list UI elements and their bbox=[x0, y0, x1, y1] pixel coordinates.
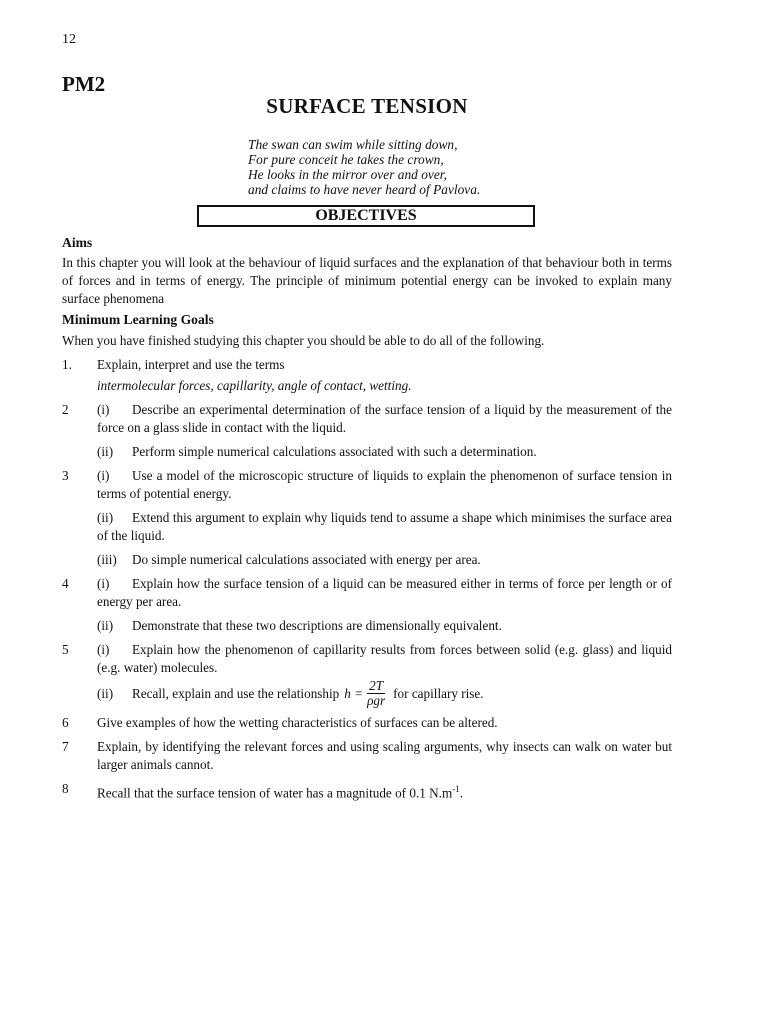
item-text-end: . bbox=[459, 785, 464, 801]
item-number: 7 bbox=[62, 739, 69, 754]
sub-label: (ii) bbox=[97, 685, 114, 701]
item-number: 5 bbox=[62, 642, 69, 657]
item-number: 4 bbox=[62, 576, 69, 591]
epigraph-poem bbox=[248, 137, 480, 197]
goal-item-5 bbox=[62, 641, 672, 708]
sub-item bbox=[97, 467, 672, 503]
item-number: 6 bbox=[62, 715, 69, 730]
sub-text: Describe an experimental determination of the surface tension of a liquid by the measurement of the force on a glass slide in contact with the liquid. bbox=[97, 402, 672, 435]
aims-heading: Aims bbox=[62, 235, 93, 250]
sub-text: Extend this argument to explain why liquids tend to assume a shape which minimises the surface area of the liquid. bbox=[97, 510, 672, 543]
sub-label: (ii) bbox=[97, 618, 114, 633]
goal-item-7 bbox=[62, 738, 672, 774]
terms-list: intermolecular forces, capillarity, angle of contact, wetting. bbox=[97, 378, 412, 393]
sub-item bbox=[97, 575, 672, 611]
sub-label: (ii) bbox=[97, 510, 114, 525]
chapter-code: PM2 bbox=[62, 72, 106, 96]
sub-label: (iii) bbox=[97, 552, 117, 567]
sub-label: (i) bbox=[97, 576, 110, 591]
poem-line: The swan can swim while sitting down, bbox=[248, 137, 458, 152]
sub-item bbox=[97, 617, 672, 635]
sub-text: Demonstrate that these two descriptions are dimensionally equivalent. bbox=[132, 618, 502, 633]
sub-text: Perform simple numerical calculations associated with such a determination. bbox=[132, 444, 537, 459]
sub-label: (ii) bbox=[97, 444, 114, 459]
goal-item-1 bbox=[62, 356, 672, 395]
formula-denominator: ρgr bbox=[367, 693, 386, 708]
page-number: 12 bbox=[62, 32, 76, 47]
item-number: 2 bbox=[62, 402, 69, 417]
aims-text: In this chapter you will look at the behaviour of liquid surfaces and the explanation of that behaviour both in terms of forces and in terms of energy. The principle of minimum potential energy can be invoked to explain many surface phenomena bbox=[62, 255, 672, 306]
goals-heading: Minimum Learning Goals bbox=[62, 312, 214, 327]
poem-line: He looks in the mirror over and over, bbox=[248, 167, 447, 182]
goals-intro: When you have finished studying this chapter you should be able to do all of the following. bbox=[62, 333, 545, 348]
sub-label: (i) bbox=[97, 468, 110, 483]
sub-item bbox=[97, 551, 672, 569]
item-text: Give examples of how the wetting characteristics of surfaces can be altered. bbox=[97, 715, 498, 730]
goal-item-8 bbox=[62, 780, 672, 802]
chapter-title: SURFACE TENSION bbox=[266, 94, 468, 118]
sub-text: Use a model of the microscopic structure of liquids to explain the phenomenon of surface tension in terms of potential energy. bbox=[97, 468, 672, 501]
item-number: 8 bbox=[62, 781, 69, 796]
poem-line: For pure conceit he takes the crown, bbox=[248, 152, 444, 167]
item-text: Explain, by identifying the relevant forces and using scaling arguments, why insects can walk on water but larger animals cannot. bbox=[97, 739, 672, 772]
sub-text: Recall, explain and use the relationship bbox=[132, 685, 340, 701]
sub-text-suffix: for capillary rise. bbox=[393, 685, 484, 701]
formula-numerator: 2T bbox=[369, 678, 384, 693]
sub-item bbox=[97, 679, 672, 708]
sub-label: (i) bbox=[97, 642, 110, 657]
item-text-wrap bbox=[97, 780, 672, 802]
item-text: Explain, interpret and use the terms bbox=[97, 357, 285, 372]
sub-item bbox=[97, 443, 672, 461]
sub-item bbox=[97, 401, 672, 437]
objectives-banner: OBJECTIVES bbox=[197, 205, 535, 227]
goal-item-4 bbox=[62, 575, 672, 635]
sub-label: (i) bbox=[97, 402, 110, 417]
poem-line: and claims to have never heard of Pavlova. bbox=[248, 182, 481, 197]
item-number: 1. bbox=[62, 357, 72, 372]
sub-item bbox=[97, 641, 672, 677]
item-text: Recall that the surface tension of water has a magnitude of 0.1 N.m bbox=[97, 785, 453, 801]
goal-item-3 bbox=[62, 467, 672, 569]
objectives-content bbox=[62, 234, 672, 802]
item-number: 3 bbox=[62, 468, 69, 483]
sub-text: Explain how the surface tension of a liquid can be measured either in terms of force per length or of energy per area. bbox=[97, 576, 672, 609]
sub-text: Explain how the phenomenon of capillarity results from forces between solid (e.g. glass) and liquid (e.g. water) molecules. bbox=[97, 642, 672, 675]
capillary-rise-formula bbox=[365, 679, 387, 708]
sub-item bbox=[97, 509, 672, 545]
goal-item-6 bbox=[62, 714, 672, 732]
unit-exponent: -1 bbox=[452, 784, 460, 794]
sub-text: Do simple numerical calculations associated with energy per area. bbox=[132, 552, 481, 567]
formula-lhs: h = bbox=[344, 685, 364, 701]
goal-item-2 bbox=[62, 401, 672, 461]
